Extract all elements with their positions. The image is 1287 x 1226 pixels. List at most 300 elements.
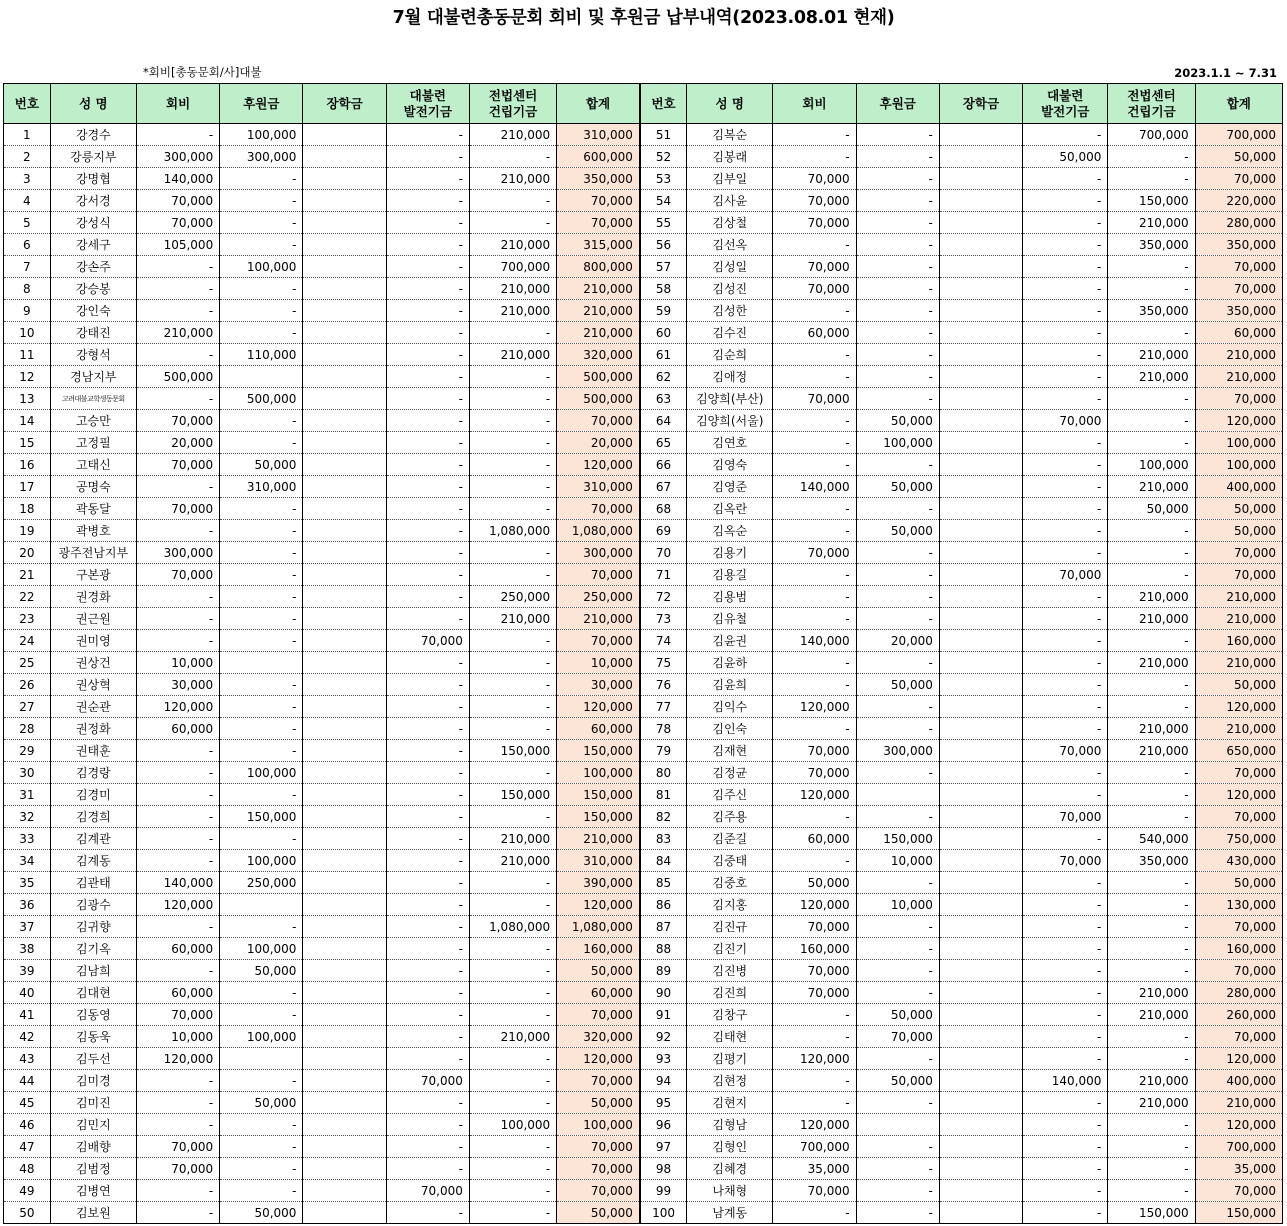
scholarship-cell <box>303 542 386 564</box>
donation-cell <box>220 894 303 916</box>
number-cell: 33 <box>4 828 51 850</box>
dharma-center-fund-cell: - <box>469 1180 556 1202</box>
dharma-center-fund-cell: - <box>469 366 556 388</box>
development-fund-cell: - <box>1023 190 1108 212</box>
name-cell: 김연호 <box>687 432 773 454</box>
development-fund-cell: - <box>386 674 469 696</box>
development-fund-cell: 50,000 <box>1023 146 1108 168</box>
name-cell: 김남희 <box>50 960 136 982</box>
development-fund-cell: - <box>1023 784 1108 806</box>
development-fund-cell: - <box>1023 454 1108 476</box>
development-fund-cell: - <box>1023 718 1108 740</box>
number-cell: 95 <box>640 1092 687 1114</box>
number-cell: 42 <box>4 1026 51 1048</box>
number-cell: 76 <box>640 674 687 696</box>
name-cell: 김양희(서울) <box>687 410 773 432</box>
table-row <box>4 388 1283 410</box>
total-cell: 120,000 <box>1195 696 1282 718</box>
development-fund-cell: - <box>1023 322 1108 344</box>
name-cell: 강서경 <box>50 190 136 212</box>
number-cell: 7 <box>4 256 51 278</box>
table-row <box>4 366 1283 388</box>
membership-fee-cell: - <box>136 960 219 982</box>
donation-cell: 110,000 <box>220 344 303 366</box>
dharma-center-fund-cell: 210,000 <box>1108 740 1195 762</box>
name-cell: 김미진 <box>50 1092 136 1114</box>
table-row <box>4 124 1283 146</box>
scholarship-cell <box>939 278 1022 300</box>
table-row <box>4 872 1283 894</box>
donation-cell: - <box>856 1180 939 1202</box>
total-cell: 280,000 <box>1195 982 1282 1004</box>
name-cell: 김영숙 <box>687 454 773 476</box>
development-fund-cell: - <box>1023 696 1108 718</box>
development-fund-cell: 70,000 <box>1023 850 1108 872</box>
donation-cell: - <box>856 344 939 366</box>
development-fund-cell: - <box>386 124 469 146</box>
development-fund-cell: - <box>1023 388 1108 410</box>
number-cell: 83 <box>640 828 687 850</box>
development-fund-cell: - <box>386 652 469 674</box>
membership-fee-cell: - <box>773 652 856 674</box>
membership-fee-cell: 140,000 <box>773 476 856 498</box>
membership-fee-cell: 120,000 <box>773 696 856 718</box>
scholarship-cell <box>939 696 1022 718</box>
total-cell: 750,000 <box>1195 828 1282 850</box>
donation-cell: - <box>220 498 303 520</box>
name-cell: 김수진 <box>687 322 773 344</box>
membership-fee-cell: - <box>136 916 219 938</box>
table-row <box>4 1026 1283 1048</box>
development-fund-cell: - <box>386 916 469 938</box>
name-cell: 김두선 <box>50 1048 136 1070</box>
donation-cell <box>220 652 303 674</box>
name-cell: 김배향 <box>50 1136 136 1158</box>
name-cell: 권미영 <box>50 630 136 652</box>
scholarship-cell <box>303 498 386 520</box>
development-fund-cell: - <box>1023 542 1108 564</box>
dharma-center-fund-cell: 1,080,000 <box>469 916 556 938</box>
development-fund-cell: - <box>386 1202 469 1224</box>
development-fund-cell: - <box>1023 1114 1108 1136</box>
donation-cell: - <box>856 366 939 388</box>
total-cell: 70,000 <box>557 190 640 212</box>
membership-fee-cell: - <box>136 1092 219 1114</box>
table-row <box>4 234 1283 256</box>
number-cell: 20 <box>4 542 51 564</box>
membership-fee-cell: 70,000 <box>136 1004 219 1026</box>
table-body <box>4 124 1283 1224</box>
donation-cell: - <box>856 1092 939 1114</box>
membership-fee-cell: 120,000 <box>773 1114 856 1136</box>
scholarship-cell <box>303 256 386 278</box>
membership-fee-cell: 70,000 <box>773 168 856 190</box>
scholarship-cell <box>939 850 1022 872</box>
col-donation: 후원금 <box>220 84 303 124</box>
scholarship-cell <box>939 1092 1022 1114</box>
number-cell: 25 <box>4 652 51 674</box>
name-cell: 강경수 <box>50 124 136 146</box>
development-fund-cell: - <box>386 278 469 300</box>
name-cell: 김옥순 <box>687 520 773 542</box>
table-row <box>4 1202 1283 1224</box>
col-name: 성 명 <box>50 84 136 124</box>
total-cell: 120,000 <box>557 454 640 476</box>
name-cell: 김경희 <box>50 806 136 828</box>
name-cell: 김미경 <box>50 1070 136 1092</box>
development-fund-cell: - <box>386 542 469 564</box>
development-fund-cell: - <box>386 476 469 498</box>
scholarship-cell <box>303 1026 386 1048</box>
total-cell: 1,080,000 <box>557 916 640 938</box>
total-cell: 70,000 <box>1195 256 1282 278</box>
name-cell: 김양희(부산) <box>687 388 773 410</box>
donation-cell: - <box>856 652 939 674</box>
total-cell: 280,000 <box>1195 212 1282 234</box>
table-row <box>4 190 1283 212</box>
membership-fee-cell: - <box>136 630 219 652</box>
dharma-center-fund-cell: 50,000 <box>1108 498 1195 520</box>
scholarship-cell <box>939 1114 1022 1136</box>
dharma-center-fund-cell: - <box>469 674 556 696</box>
development-fund-cell: - <box>386 454 469 476</box>
dharma-center-fund-cell: 210,000 <box>1108 366 1195 388</box>
table-row <box>4 542 1283 564</box>
scholarship-cell <box>303 1136 386 1158</box>
donation-cell: - <box>220 1114 303 1136</box>
membership-fee-cell: 120,000 <box>136 696 219 718</box>
scholarship-cell <box>939 124 1022 146</box>
membership-fee-cell: - <box>773 1092 856 1114</box>
total-cell: 10,000 <box>557 652 640 674</box>
development-fund-cell: - <box>386 366 469 388</box>
table-row <box>4 762 1283 784</box>
dharma-center-fund-cell: - <box>469 388 556 410</box>
table-row <box>4 520 1283 542</box>
number-cell: 88 <box>640 938 687 960</box>
table-row <box>4 784 1283 806</box>
number-cell: 66 <box>640 454 687 476</box>
scholarship-cell <box>303 1180 386 1202</box>
name-cell: 김기옥 <box>50 938 136 960</box>
scholarship-cell <box>939 872 1022 894</box>
dharma-center-fund-cell: - <box>469 476 556 498</box>
dharma-center-fund-cell: 210,000 <box>469 1026 556 1048</box>
number-cell: 10 <box>4 322 51 344</box>
scholarship-cell <box>303 1158 386 1180</box>
col-number: 번호 <box>640 84 687 124</box>
table-row <box>4 1070 1283 1092</box>
membership-fee-cell: - <box>773 344 856 366</box>
development-fund-cell: - <box>1023 234 1108 256</box>
name-cell: 강승봉 <box>50 278 136 300</box>
scholarship-cell <box>303 124 386 146</box>
name-cell: 김동욱 <box>50 1026 136 1048</box>
development-fund-cell: - <box>1023 1026 1108 1048</box>
total-cell: 70,000 <box>557 212 640 234</box>
dharma-center-fund-cell: - <box>469 146 556 168</box>
total-cell: 70,000 <box>1195 1026 1282 1048</box>
name-cell: 고태신 <box>50 454 136 476</box>
total-cell: 120,000 <box>557 894 640 916</box>
total-cell: 35,000 <box>1195 1158 1282 1180</box>
donation-cell: - <box>856 212 939 234</box>
membership-fee-cell: - <box>136 850 219 872</box>
development-fund-cell: - <box>1023 1048 1108 1070</box>
donation-cell: 50,000 <box>220 1202 303 1224</box>
donation-cell: - <box>220 190 303 212</box>
total-cell: 210,000 <box>1195 344 1282 366</box>
name-cell: 구본광 <box>50 564 136 586</box>
name-cell: 강릉지부 <box>50 146 136 168</box>
development-fund-cell: - <box>386 344 469 366</box>
total-cell: 160,000 <box>557 938 640 960</box>
scholarship-cell <box>939 608 1022 630</box>
dharma-center-fund-cell: - <box>1108 520 1195 542</box>
total-cell: 60,000 <box>1195 322 1282 344</box>
number-cell: 47 <box>4 1136 51 1158</box>
membership-fee-note: *회비[총동문회/사]대불 <box>143 65 262 79</box>
name-cell: 광주전남지부 <box>50 542 136 564</box>
scholarship-cell <box>939 146 1022 168</box>
development-fund-cell: - <box>386 872 469 894</box>
donation-cell: - <box>220 168 303 190</box>
total-cell: 650,000 <box>1195 740 1282 762</box>
name-cell: 김윤하 <box>687 652 773 674</box>
scholarship-cell <box>303 300 386 322</box>
donation-cell: - <box>856 300 939 322</box>
table-row <box>4 344 1283 366</box>
scholarship-cell <box>939 674 1022 696</box>
scholarship-cell <box>303 476 386 498</box>
scholarship-cell <box>303 740 386 762</box>
donation-cell: 100,000 <box>220 124 303 146</box>
dharma-center-fund-cell: 210,000 <box>469 124 556 146</box>
dharma-center-fund-cell: 210,000 <box>469 168 556 190</box>
membership-fee-cell: 70,000 <box>136 190 219 212</box>
name-cell: 김부일 <box>687 168 773 190</box>
name-cell: 김평기 <box>687 1048 773 1070</box>
donation-cell: - <box>856 124 939 146</box>
total-cell: 350,000 <box>1195 300 1282 322</box>
name-cell: 강성식 <box>50 212 136 234</box>
donation-cell: 100,000 <box>220 1026 303 1048</box>
scholarship-cell <box>303 806 386 828</box>
scholarship-cell <box>939 432 1022 454</box>
table-row <box>4 278 1283 300</box>
membership-fee-cell: 10,000 <box>136 652 219 674</box>
total-cell: 800,000 <box>557 256 640 278</box>
membership-fee-cell: 70,000 <box>773 278 856 300</box>
dharma-center-fund-cell: - <box>469 432 556 454</box>
scholarship-cell <box>303 696 386 718</box>
name-cell: 김선옥 <box>687 234 773 256</box>
table-row <box>4 586 1283 608</box>
membership-fee-cell: 120,000 <box>136 894 219 916</box>
number-cell: 21 <box>4 564 51 586</box>
membership-fee-cell: - <box>136 1114 219 1136</box>
number-cell: 63 <box>640 388 687 410</box>
scholarship-cell <box>939 344 1022 366</box>
donation-cell: 150,000 <box>856 828 939 850</box>
development-fund-cell: - <box>386 828 469 850</box>
membership-fee-cell: - <box>136 608 219 630</box>
membership-fee-cell: - <box>136 520 219 542</box>
number-cell: 93 <box>640 1048 687 1070</box>
table-row <box>4 212 1283 234</box>
table-row <box>4 476 1283 498</box>
membership-fee-cell: - <box>773 850 856 872</box>
dharma-center-fund-cell: - <box>469 1048 556 1070</box>
number-cell: 22 <box>4 586 51 608</box>
scholarship-cell <box>939 938 1022 960</box>
name-cell: 김정균 <box>687 762 773 784</box>
number-cell: 2 <box>4 146 51 168</box>
development-fund-cell: 70,000 <box>1023 410 1108 432</box>
membership-fee-cell: 120,000 <box>136 1048 219 1070</box>
number-cell: 37 <box>4 916 51 938</box>
donation-cell: - <box>220 410 303 432</box>
col-development-fund: 대불련 발전기금 <box>386 84 469 124</box>
scholarship-cell <box>303 344 386 366</box>
number-cell: 27 <box>4 696 51 718</box>
development-fund-cell: - <box>386 564 469 586</box>
development-fund-cell: - <box>1023 476 1108 498</box>
donation-cell: - <box>220 1136 303 1158</box>
number-cell: 35 <box>4 872 51 894</box>
development-fund-cell: - <box>1023 586 1108 608</box>
development-fund-cell: - <box>1023 608 1108 630</box>
development-fund-cell: - <box>1023 674 1108 696</box>
number-cell: 86 <box>640 894 687 916</box>
dharma-center-fund-cell: - <box>469 696 556 718</box>
payment-table <box>3 83 1283 1224</box>
donation-cell: 50,000 <box>220 1092 303 1114</box>
membership-fee-cell: 70,000 <box>136 1158 219 1180</box>
development-fund-cell: - <box>386 1004 469 1026</box>
scholarship-cell <box>303 938 386 960</box>
number-cell: 29 <box>4 740 51 762</box>
membership-fee-cell: - <box>136 762 219 784</box>
number-cell: 11 <box>4 344 51 366</box>
dharma-center-fund-cell: - <box>1108 1114 1195 1136</box>
development-fund-cell: - <box>386 256 469 278</box>
dharma-center-fund-cell: 210,000 <box>469 234 556 256</box>
number-cell: 6 <box>4 234 51 256</box>
donation-cell: 500,000 <box>220 388 303 410</box>
total-cell: 20,000 <box>557 432 640 454</box>
name-cell: 김동영 <box>50 1004 136 1026</box>
table-row <box>4 696 1283 718</box>
dharma-center-fund-cell: - <box>1108 696 1195 718</box>
dharma-center-fund-cell: 210,000 <box>469 278 556 300</box>
donation-cell: - <box>220 564 303 586</box>
total-cell: 320,000 <box>557 1026 640 1048</box>
scholarship-cell <box>303 1004 386 1026</box>
total-cell: 70,000 <box>557 1136 640 1158</box>
number-cell: 74 <box>640 630 687 652</box>
donation-cell: 150,000 <box>220 806 303 828</box>
name-cell: 강명협 <box>50 168 136 190</box>
scholarship-cell <box>939 1070 1022 1092</box>
dharma-center-fund-cell: - <box>469 960 556 982</box>
donation-cell: - <box>220 1004 303 1026</box>
name-cell: 김상철 <box>687 212 773 234</box>
table-row <box>4 168 1283 190</box>
donation-cell: - <box>856 322 939 344</box>
dharma-center-fund-cell: - <box>1108 410 1195 432</box>
name-cell: 강세구 <box>50 234 136 256</box>
number-cell: 73 <box>640 608 687 630</box>
table-row <box>4 960 1283 982</box>
number-cell: 9 <box>4 300 51 322</box>
table-row <box>4 916 1283 938</box>
name-cell: 김준길 <box>687 828 773 850</box>
donation-cell: - <box>856 146 939 168</box>
table-row <box>4 652 1283 674</box>
total-cell: 70,000 <box>557 498 640 520</box>
total-cell: 70,000 <box>1195 916 1282 938</box>
donation-cell: - <box>856 454 939 476</box>
name-cell: 김범정 <box>50 1158 136 1180</box>
total-cell: 50,000 <box>557 960 640 982</box>
table-row <box>4 982 1283 1004</box>
table-row <box>4 674 1283 696</box>
donation-cell: - <box>220 432 303 454</box>
name-cell: 경남지부 <box>50 366 136 388</box>
number-cell: 15 <box>4 432 51 454</box>
total-cell: 100,000 <box>1195 454 1282 476</box>
dharma-center-fund-cell: - <box>1108 762 1195 784</box>
membership-fee-cell: 50,000 <box>773 872 856 894</box>
development-fund-cell: - <box>1023 520 1108 542</box>
donation-cell: 20,000 <box>856 630 939 652</box>
total-cell: 315,000 <box>557 234 640 256</box>
name-cell: 김태현 <box>687 1026 773 1048</box>
membership-fee-cell: 30,000 <box>136 674 219 696</box>
total-cell: 70,000 <box>1195 1180 1282 1202</box>
number-cell: 48 <box>4 1158 51 1180</box>
donation-cell: - <box>220 300 303 322</box>
development-fund-cell: - <box>1023 652 1108 674</box>
total-cell: 70,000 <box>557 1158 640 1180</box>
name-cell: 김순희 <box>687 344 773 366</box>
dharma-center-fund-cell: - <box>1108 168 1195 190</box>
membership-fee-cell: - <box>136 388 219 410</box>
membership-fee-cell: 70,000 <box>773 960 856 982</box>
development-fund-cell: - <box>386 740 469 762</box>
total-cell: 50,000 <box>1195 674 1282 696</box>
scholarship-cell <box>303 454 386 476</box>
total-cell: 120,000 <box>1195 1114 1282 1136</box>
membership-fee-cell: 70,000 <box>773 1180 856 1202</box>
name-cell: 권근원 <box>50 608 136 630</box>
scholarship-cell <box>939 652 1022 674</box>
number-cell: 92 <box>640 1026 687 1048</box>
name-cell: 남계동 <box>687 1202 773 1224</box>
dharma-center-fund-cell: - <box>469 762 556 784</box>
scholarship-cell <box>939 806 1022 828</box>
number-cell: 84 <box>640 850 687 872</box>
development-fund-cell: - <box>386 960 469 982</box>
scholarship-cell <box>939 762 1022 784</box>
donation-cell: - <box>856 1158 939 1180</box>
dharma-center-fund-cell: - <box>469 894 556 916</box>
total-cell: 160,000 <box>1195 630 1282 652</box>
development-fund-cell: - <box>1023 1202 1108 1224</box>
col-number: 번호 <box>4 84 51 124</box>
scholarship-cell <box>939 1180 1022 1202</box>
